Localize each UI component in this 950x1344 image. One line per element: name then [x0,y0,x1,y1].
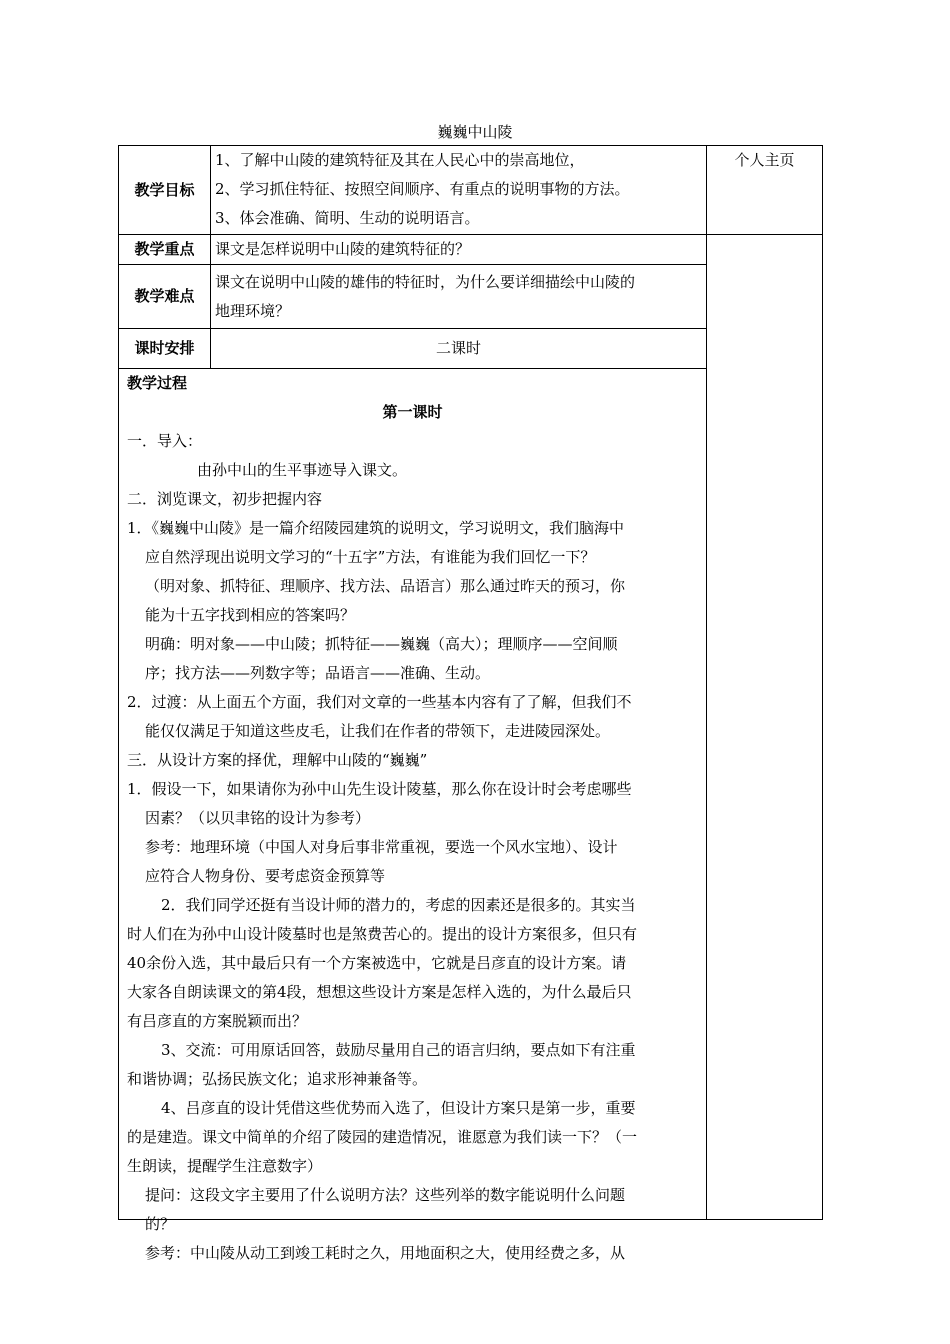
process-line: 2．过渡：从上面五个方面，我们对文章的一些基本内容有了了解，但我们不 [127,693,632,711]
lesson-plan-table [118,145,823,1262]
process-line: 和谐协调；弘扬民族文化；追求形神兼备等。 [127,1070,428,1088]
process-line: 有吕彦直的方案脱颖而出？ [127,1012,308,1030]
process-line: 1．假设一下，如果请你为孙中山先生设计陵墓，那么你在设计时会考虑哪些 [127,780,632,798]
difficulty-line: 地理环境？ [215,301,291,320]
process-line: 4、吕彦直的设计凭借这些优势而入选了，但设计方案只是第一步，重要 [161,1099,636,1117]
process-line: （明对象、抓特征、理顺序、找方法、品语言）那么通过昨天的预习，你 [145,577,626,595]
process-line: 二．浏览课文，初步把握内容 [127,490,323,508]
process-line: 序；找方法——列数字等；品语言——准确、生动。 [145,664,491,682]
objectives-label: 教学目标 [119,146,211,235]
process-line: 能为十五字找到相应的答案吗？ [145,606,356,624]
process-line: 参考：中山陵从动工到竣工耗时之久，用地面积之大，使用经费之多，从 [145,1244,626,1262]
difficulties-content [211,265,707,329]
process-line: 3、交流：可用原话回答，鼓励尽量用自己的语言归纳，要点如下有注重 [161,1041,636,1059]
personal-homepage-header: 个人主页 [707,146,823,235]
key-points-content: 课文是怎样说明中山陵的建筑特征的？ [211,235,707,265]
personal-homepage-area [707,235,823,1220]
objective-item: 1、了解中山陵的建筑特征及其在人民心中的崇高地位， [215,151,585,169]
process-line: 三．从设计方案的择优，理解中山陵的“巍巍” [127,751,428,769]
schedule-content: 二课时 [211,329,707,369]
lesson-title: 第一课时 [382,403,443,421]
process-line: 时人们在为孙中山设计陵墓时也是煞费苦心的。提出的设计方案很多，但只有 [127,925,638,943]
process-line: 应自然浮现出说明文学习的“十五字”方法，有谁能为我们回忆一下？ [145,548,596,566]
difficulties-label: 教学难点 [119,265,211,329]
process-line: 的？ [145,1215,176,1233]
objectives-content [211,146,707,235]
key-points-label: 教学重点 [119,235,211,265]
schedule-label: 课时安排 [119,329,211,369]
process-line: 1．《巍巍中山陵》是一篇介绍陵园建筑的说明文，学习说明文，我们脑海中 [127,519,625,537]
key-points-row [119,235,823,265]
process-line: 明确：明对象——中山陵；抓特征——巍巍（高大）；理顺序——空间顺 [145,635,618,653]
process-cell [119,369,707,1262]
difficulty-line: 课文在说明中山陵的雄伟的特征时，为什么要详细描绘中山陵的 [215,272,636,291]
process-line: 参考：地理环境（中国人对身后事非常重视，要选一个风水宝地）、设计 [145,838,618,856]
process-line: 40余份入选，其中最后只有一个方案被选中，它就是吕彦直的设计方案。请 [127,954,627,972]
process-line: 能仅仅满足于知道这些皮毛，让我们在作者的带领下，走进陵园深处。 [145,722,611,740]
process-line: 由孙中山的生平事迹导入课文。 [197,461,408,479]
process-line: 大家各自朗读课文的第4段，想想这些设计方案是怎样入选的，为什么最后只 [127,983,632,1001]
objective-item: 3、体会准确、简明、生动的说明语言。 [215,209,480,227]
process-label: 教学过程 [127,374,188,392]
objectives-row [119,146,823,235]
process-line: 提问：这段文字主要用了什么说明方法？这些列举的数字能说明什么问题 [145,1186,626,1204]
document-title: 巍巍中山陵 [437,123,513,141]
process-line: 的是建造。课文中简单的介绍了陵园的建造情况，谁愿意为我们读一下？（一 [127,1128,638,1146]
objective-item: 2、学习抓住特征、按照空间顺序、有重点的说明事物的方法。 [215,180,630,198]
process-line: 一．导入： [127,432,203,450]
process-line: 因素？（以贝聿铭的设计为参考） [145,809,371,827]
process-line: 生朗读，提醒学生注意数字） [127,1157,323,1175]
process-line: 2．我们同学还挺有当设计师的潜力的，考虑的因素还是很多的。其实当 [161,896,636,914]
process-line: 应符合人物身份、要考虑资金预算等 [145,867,386,885]
